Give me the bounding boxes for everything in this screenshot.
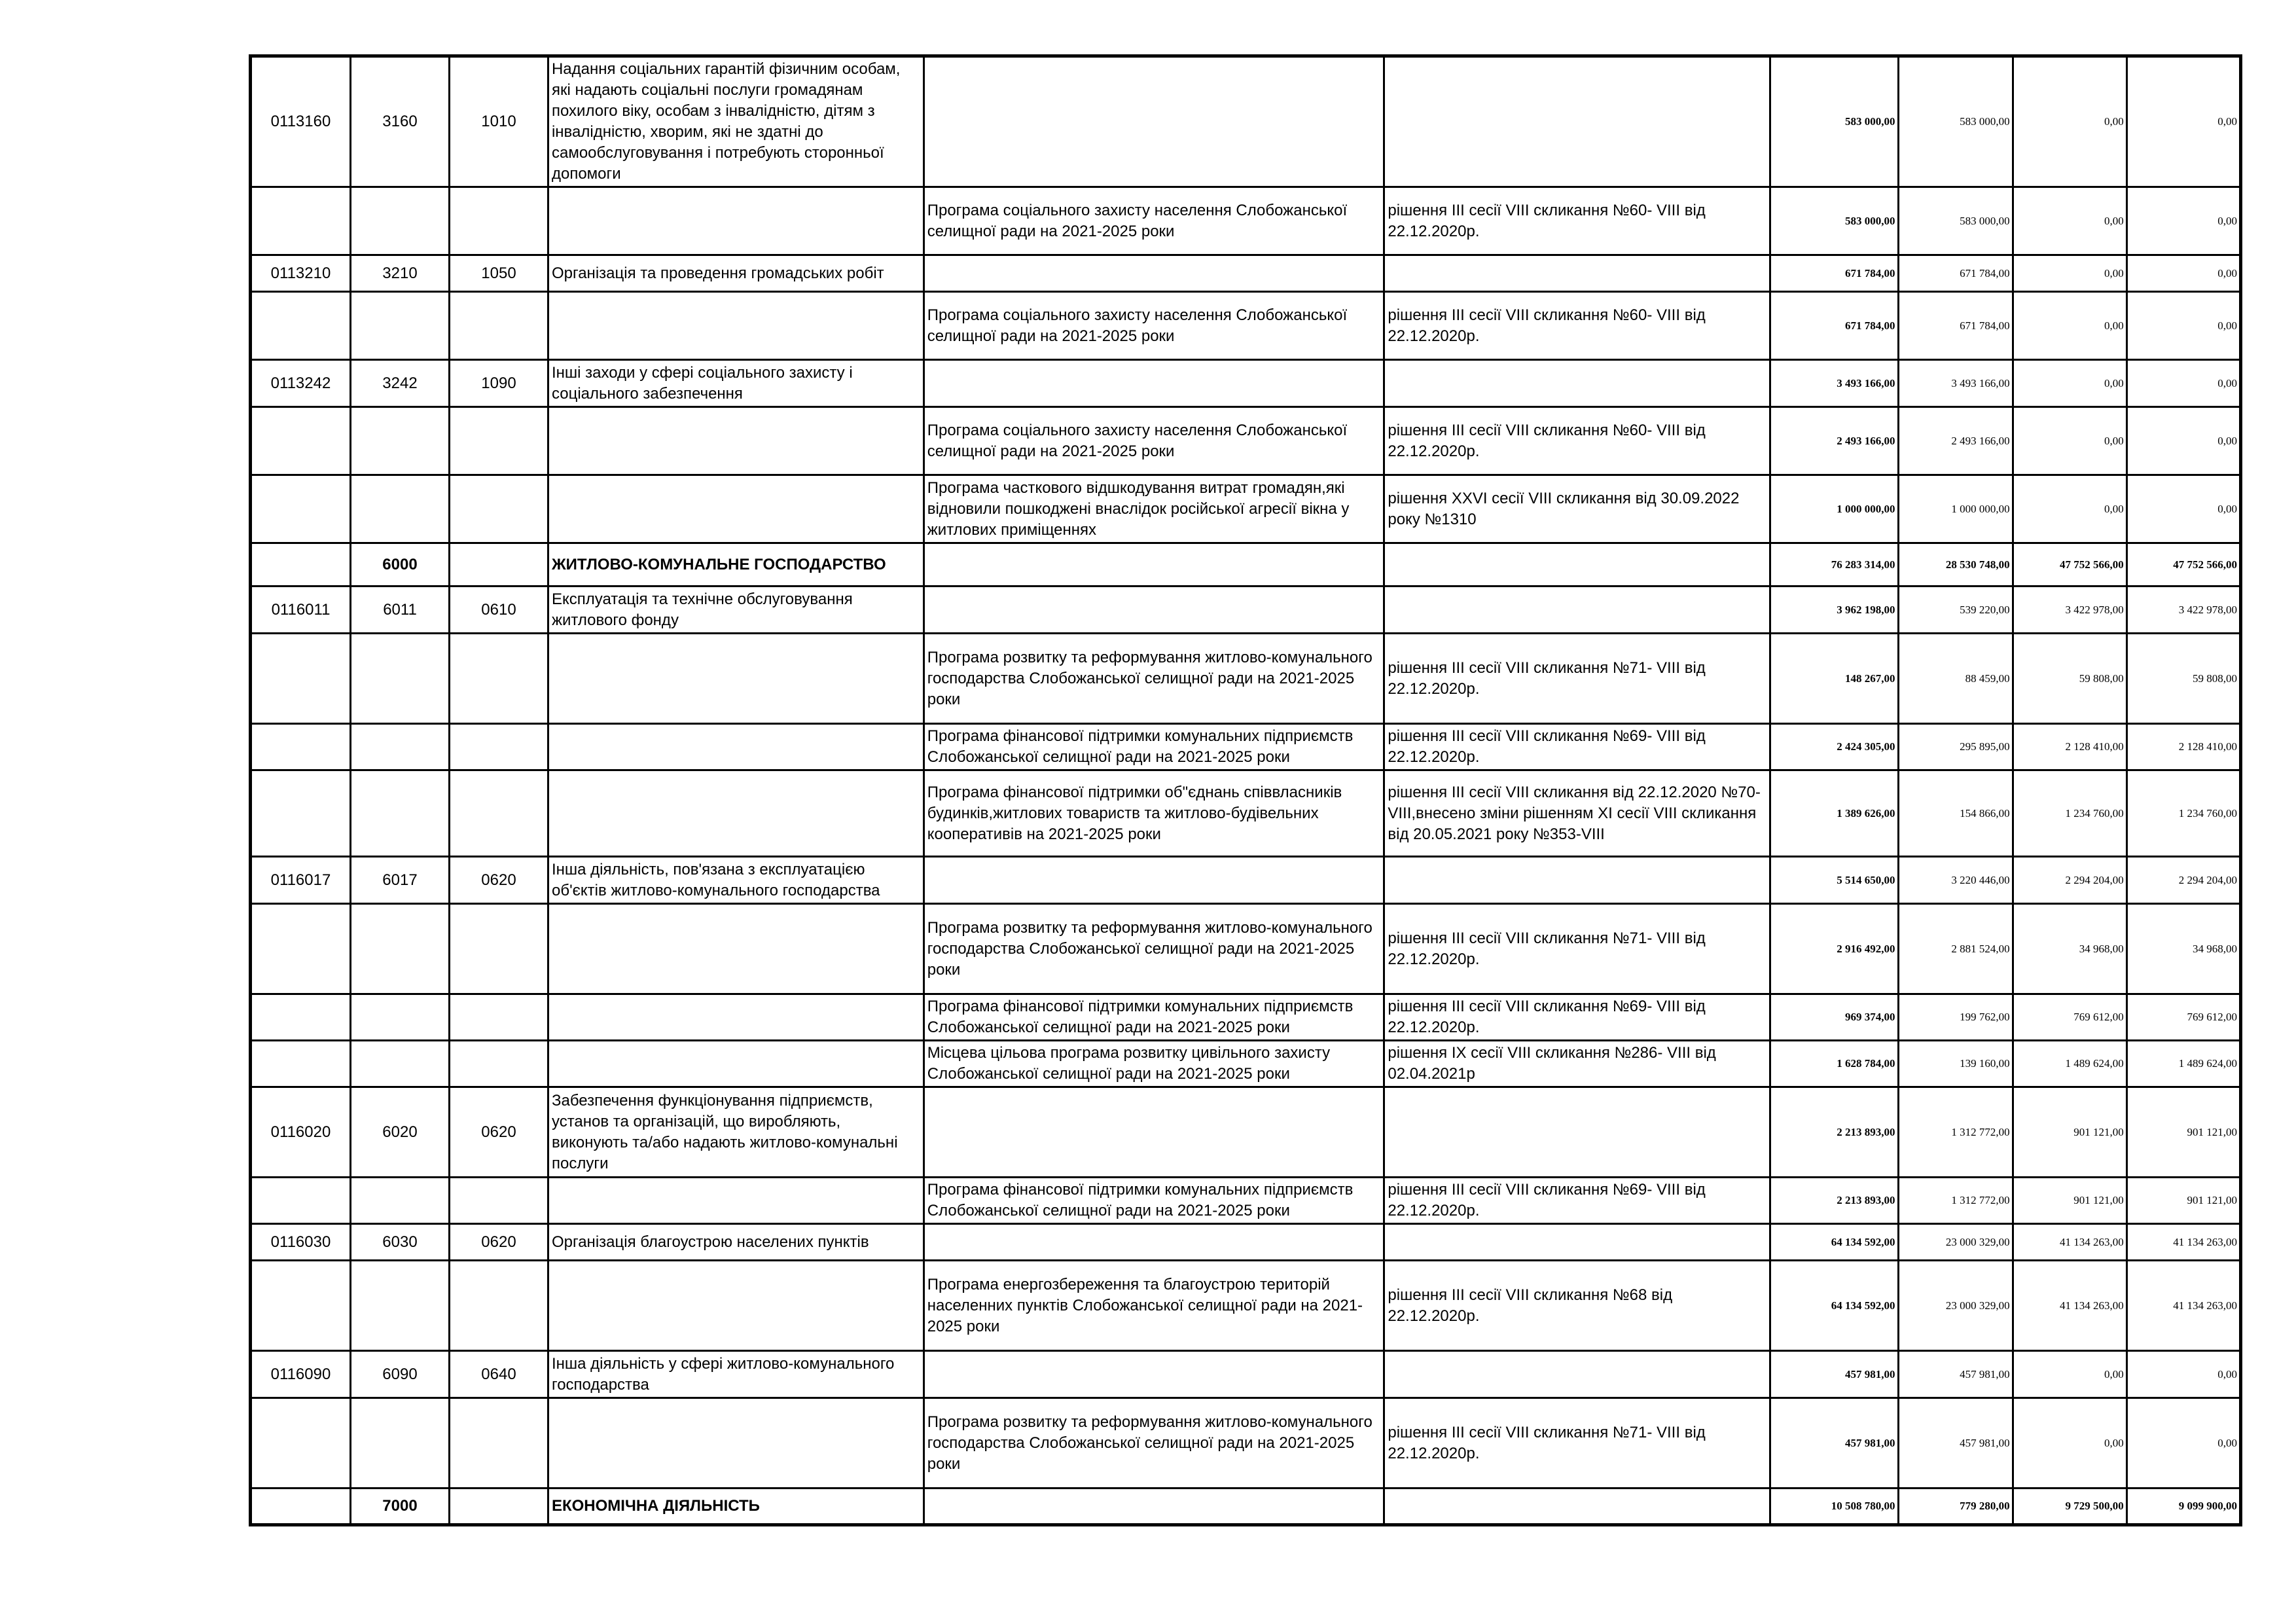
program-name-cell: ЕКОНОМІЧНА ДІЯЛЬНІСТЬ — [548, 1489, 924, 1525]
target-program-cell: Програма соціального захисту населення Слобожанської селищної ради на 2021-2025 роки — [924, 407, 1384, 475]
kpk-cell: 6020 — [351, 1087, 450, 1178]
program-name-cell: Інші заходи у сфері соціального захисту і соціального забезпечення — [548, 360, 924, 407]
development-budget-cell: 901 121,00 — [2126, 1087, 2240, 1178]
kfkvk-cell — [449, 770, 548, 857]
kpkvk-cell: 0113242 — [251, 360, 351, 407]
total-amount-cell: 2 916 492,00 — [1770, 904, 1898, 994]
development-budget-cell: 0,00 — [2126, 1351, 2240, 1398]
kpk-cell — [351, 407, 450, 475]
table-row — [251, 1489, 2241, 1525]
program-name-cell — [548, 724, 924, 770]
decision-cell: рішення ІІІ сесії VIII скликання №71- VIII від 22.12.2020р. — [1384, 634, 1770, 724]
special-fund-cell: 2 128 410,00 — [2013, 724, 2126, 770]
total-amount-cell: 1 000 000,00 — [1770, 475, 1898, 543]
special-fund-cell: 34 968,00 — [2013, 904, 2126, 994]
table-row — [251, 543, 2241, 586]
table-row — [251, 994, 2241, 1041]
special-fund-cell: 0,00 — [2013, 1351, 2126, 1398]
special-fund-cell: 0,00 — [2013, 56, 2126, 187]
general-fund-cell: 199 762,00 — [1898, 994, 2013, 1041]
table-row — [251, 407, 2241, 475]
decision-cell — [1384, 1351, 1770, 1398]
kfkvk-cell — [449, 1178, 548, 1224]
decision-cell — [1384, 255, 1770, 292]
general-fund-cell: 457 981,00 — [1898, 1398, 2013, 1489]
kfkvk-cell: 0620 — [449, 857, 548, 904]
kpk-cell: 6090 — [351, 1351, 450, 1398]
general-fund-cell: 583 000,00 — [1898, 56, 2013, 187]
total-amount-cell: 583 000,00 — [1770, 187, 1898, 255]
target-program-cell: Програма часткового відшкодування витрат громадян,які відновили пошкоджені внаслідок російської агресії вікна у житлових приміщеннях — [924, 475, 1384, 543]
total-amount-cell: 671 784,00 — [1770, 255, 1898, 292]
target-program-cell: Програма енергозбереження та благоустрою територій населенних пунктів Слобожанської селищної ради на 2021-2025 роки — [924, 1261, 1384, 1351]
kfkvk-cell: 1010 — [449, 56, 548, 187]
kfkvk-cell — [449, 1041, 548, 1087]
kpkvk-cell — [251, 543, 351, 586]
kfkvk-cell — [449, 475, 548, 543]
general-fund-cell: 139 160,00 — [1898, 1041, 2013, 1087]
kpk-cell: 3242 — [351, 360, 450, 407]
development-budget-cell: 41 134 263,00 — [2126, 1261, 2240, 1351]
special-fund-cell: 59 808,00 — [2013, 634, 2126, 724]
general-fund-cell: 779 280,00 — [1898, 1489, 2013, 1525]
special-fund-cell: 47 752 566,00 — [2013, 543, 2126, 586]
total-amount-cell: 2 493 166,00 — [1770, 407, 1898, 475]
general-fund-cell: 539 220,00 — [1898, 586, 2013, 634]
total-amount-cell: 3 962 198,00 — [1770, 586, 1898, 634]
kpk-cell — [351, 770, 450, 857]
program-name-cell: Експлуатація та технічне обслуговування житлового фонду — [548, 586, 924, 634]
total-amount-cell: 10 508 780,00 — [1770, 1489, 1898, 1525]
kfkvk-cell — [449, 724, 548, 770]
target-program-cell: Програма фінансової підтримки комунальних підприємств Слобожанської селищної ради на 2021-2025 роки — [924, 724, 1384, 770]
general-fund-cell: 457 981,00 — [1898, 1351, 2013, 1398]
program-name-cell — [548, 904, 924, 994]
table-row — [251, 857, 2241, 904]
decision-cell: рішення ІІІ сесії VIII скликання №60- VIII від 22.12.2020р. — [1384, 407, 1770, 475]
program-name-cell — [548, 770, 924, 857]
kpkvk-cell — [251, 475, 351, 543]
program-name-cell — [548, 407, 924, 475]
general-fund-cell: 1 000 000,00 — [1898, 475, 2013, 543]
program-name-cell: ЖИТЛОВО-КОМУНАЛЬНЕ ГОСПОДАРСТВО — [548, 543, 924, 586]
kpk-cell — [351, 904, 450, 994]
kpkvk-cell — [251, 1041, 351, 1087]
general-fund-cell: 295 895,00 — [1898, 724, 2013, 770]
development-budget-cell: 0,00 — [2126, 255, 2240, 292]
development-budget-cell: 769 612,00 — [2126, 994, 2240, 1041]
kpkvk-cell — [251, 770, 351, 857]
kpkvk-cell: 0116011 — [251, 586, 351, 634]
decision-cell — [1384, 360, 1770, 407]
development-budget-cell: 901 121,00 — [2126, 1178, 2240, 1224]
target-program-cell — [924, 586, 1384, 634]
decision-cell: рішення ІІІ сесії VIII скликання №69- VIII від 22.12.2020р. — [1384, 1178, 1770, 1224]
decision-cell — [1384, 857, 1770, 904]
table-row — [251, 724, 2241, 770]
total-amount-cell: 64 134 592,00 — [1770, 1261, 1898, 1351]
program-name-cell — [548, 187, 924, 255]
general-fund-cell: 3 493 166,00 — [1898, 360, 2013, 407]
development-budget-cell: 0,00 — [2126, 360, 2240, 407]
table-row — [251, 1398, 2241, 1489]
general-fund-cell: 671 784,00 — [1898, 255, 2013, 292]
kfkvk-cell: 1090 — [449, 360, 548, 407]
general-fund-cell: 671 784,00 — [1898, 292, 2013, 360]
development-budget-cell: 47 752 566,00 — [2126, 543, 2240, 586]
table-row — [251, 1041, 2241, 1087]
table-row — [251, 56, 2241, 187]
table-row — [251, 475, 2241, 543]
table-row — [251, 1087, 2241, 1178]
kpkvk-cell — [251, 407, 351, 475]
program-name-cell: Інша діяльність у сфері житлово-комунального господарства — [548, 1351, 924, 1398]
kpk-cell — [351, 475, 450, 543]
development-budget-cell: 1 489 624,00 — [2126, 1041, 2240, 1087]
general-fund-cell: 583 000,00 — [1898, 187, 2013, 255]
total-amount-cell: 583 000,00 — [1770, 56, 1898, 187]
kfkvk-cell — [449, 994, 548, 1041]
table-row — [251, 255, 2241, 292]
decision-cell — [1384, 1087, 1770, 1178]
program-name-cell — [548, 1178, 924, 1224]
special-fund-cell: 0,00 — [2013, 292, 2126, 360]
kpk-cell — [351, 1041, 450, 1087]
table-row — [251, 770, 2241, 857]
development-budget-cell: 0,00 — [2126, 292, 2240, 360]
kfkvk-cell — [449, 292, 548, 360]
target-program-cell: Програма розвитку та реформування житлово-комунального господарства Слобожанської селищної ради на 2021-2025 роки — [924, 1398, 1384, 1489]
decision-cell: рішення ІІІ сесії VIII скликання №71- VIII від 22.12.2020р. — [1384, 904, 1770, 994]
table-row — [251, 904, 2241, 994]
decision-cell: рішення ІІІ сесії VIII скликання №69- VIII від 22.12.2020р. — [1384, 994, 1770, 1041]
total-amount-cell: 76 283 314,00 — [1770, 543, 1898, 586]
development-budget-cell: 2 128 410,00 — [2126, 724, 2240, 770]
kpkvk-cell: 0116020 — [251, 1087, 351, 1178]
general-fund-cell: 1 312 772,00 — [1898, 1178, 2013, 1224]
target-program-cell — [924, 543, 1384, 586]
total-amount-cell: 671 784,00 — [1770, 292, 1898, 360]
decision-cell — [1384, 586, 1770, 634]
development-budget-cell: 0,00 — [2126, 1398, 2240, 1489]
target-program-cell — [924, 1351, 1384, 1398]
total-amount-cell: 2 213 893,00 — [1770, 1178, 1898, 1224]
target-program-cell — [924, 1224, 1384, 1261]
general-fund-cell: 2 881 524,00 — [1898, 904, 2013, 994]
program-name-cell: Організація благоустрою населених пунктів — [548, 1224, 924, 1261]
kpk-cell — [351, 994, 450, 1041]
kpkvk-cell — [251, 1489, 351, 1525]
kfkvk-cell — [449, 1261, 548, 1351]
kpkvk-cell — [251, 1178, 351, 1224]
decision-cell — [1384, 1489, 1770, 1525]
program-name-cell — [548, 475, 924, 543]
table-row — [251, 292, 2241, 360]
program-name-cell — [548, 1398, 924, 1489]
special-fund-cell: 41 134 263,00 — [2013, 1224, 2126, 1261]
kpk-cell: 7000 — [351, 1489, 450, 1525]
kfkvk-cell — [449, 1398, 548, 1489]
development-budget-cell: 0,00 — [2126, 407, 2240, 475]
program-name-cell — [548, 1041, 924, 1087]
kpkvk-cell — [251, 1261, 351, 1351]
kpk-cell: 6000 — [351, 543, 450, 586]
decision-cell: рішення ІХ сесії VIII скликання №286- VIII від 02.04.2021р — [1384, 1041, 1770, 1087]
total-amount-cell: 3 493 166,00 — [1770, 360, 1898, 407]
kpk-cell: 3210 — [351, 255, 450, 292]
kfkvk-cell — [449, 1489, 548, 1525]
kfkvk-cell: 0640 — [449, 1351, 548, 1398]
decision-cell — [1384, 56, 1770, 187]
kfkvk-cell — [449, 904, 548, 994]
general-fund-cell: 28 530 748,00 — [1898, 543, 2013, 586]
special-fund-cell: 0,00 — [2013, 1398, 2126, 1489]
program-name-cell: Забезпечення функціонування підприємств, установ та організацій, що виробляють, виконують та/або надають житлово-комунальні послуги — [548, 1087, 924, 1178]
kpkvk-cell: 0113160 — [251, 56, 351, 187]
general-fund-cell: 23 000 329,00 — [1898, 1261, 2013, 1351]
table-row — [251, 187, 2241, 255]
special-fund-cell: 0,00 — [2013, 360, 2126, 407]
total-amount-cell: 457 981,00 — [1770, 1398, 1898, 1489]
total-amount-cell: 148 267,00 — [1770, 634, 1898, 724]
special-fund-cell: 769 612,00 — [2013, 994, 2126, 1041]
table-row — [251, 586, 2241, 634]
program-name-cell: Інша діяльність, пов'язана з експлуатацією об'єктів житлово-комунального господарства — [548, 857, 924, 904]
kpkvk-cell — [251, 634, 351, 724]
development-budget-cell: 34 968,00 — [2126, 904, 2240, 994]
program-name-cell — [548, 634, 924, 724]
target-program-cell — [924, 1489, 1384, 1525]
target-program-cell — [924, 1087, 1384, 1178]
table-row — [251, 634, 2241, 724]
target-program-cell — [924, 56, 1384, 187]
total-amount-cell: 1 628 784,00 — [1770, 1041, 1898, 1087]
general-fund-cell: 154 866,00 — [1898, 770, 2013, 857]
decision-cell: рішення ІІІ сесії VIII скликання №68 від 22.12.2020р. — [1384, 1261, 1770, 1351]
kpk-cell: 6011 — [351, 586, 450, 634]
special-fund-cell: 901 121,00 — [2013, 1087, 2126, 1178]
table-row — [251, 360, 2241, 407]
kpkvk-cell — [251, 904, 351, 994]
decision-cell — [1384, 1224, 1770, 1261]
kpkvk-cell — [251, 187, 351, 255]
kpk-cell — [351, 724, 450, 770]
development-budget-cell: 0,00 — [2126, 187, 2240, 255]
kfkvk-cell — [449, 187, 548, 255]
kpk-cell — [351, 634, 450, 724]
total-amount-cell: 1 389 626,00 — [1770, 770, 1898, 857]
decision-cell: рішення ІІІ сесії VIII скликання №60- VIII від 22.12.2020р. — [1384, 187, 1770, 255]
development-budget-cell: 0,00 — [2126, 475, 2240, 543]
special-fund-cell: 0,00 — [2013, 475, 2126, 543]
target-program-cell: Програма фінансової підтримки комунальних підприємств Слобожанської селищної ради на 2021-2025 роки — [924, 1178, 1384, 1224]
total-amount-cell: 457 981,00 — [1770, 1351, 1898, 1398]
kpk-cell: 3160 — [351, 56, 450, 187]
development-budget-cell: 59 808,00 — [2126, 634, 2240, 724]
special-fund-cell: 0,00 — [2013, 255, 2126, 292]
development-budget-cell: 9 099 900,00 — [2126, 1489, 2240, 1525]
program-name-cell — [548, 994, 924, 1041]
special-fund-cell: 901 121,00 — [2013, 1178, 2126, 1224]
target-program-cell — [924, 857, 1384, 904]
total-amount-cell: 5 514 650,00 — [1770, 857, 1898, 904]
kfkvk-cell — [449, 634, 548, 724]
special-fund-cell: 0,00 — [2013, 187, 2126, 255]
general-fund-cell: 3 220 446,00 — [1898, 857, 2013, 904]
kfkvk-cell — [449, 407, 548, 475]
target-program-cell: Програма фінансової підтримки об"єднань співвласників будинків,житлових товариств та житлово-будівельних кооперативів на 2021-2025 роки — [924, 770, 1384, 857]
development-budget-cell: 41 134 263,00 — [2126, 1224, 2240, 1261]
special-fund-cell: 3 422 978,00 — [2013, 586, 2126, 634]
target-program-cell: Місцева цільова програма розвитку цивільного захисту Слобожанської селищної ради на 2021-2025 роки — [924, 1041, 1384, 1087]
table-row — [251, 1261, 2241, 1351]
kpkvk-cell: 0116017 — [251, 857, 351, 904]
target-program-cell — [924, 360, 1384, 407]
kpk-cell — [351, 292, 450, 360]
kfkvk-cell: 0610 — [449, 586, 548, 634]
decision-cell: рішення ІІІ сесії VIII скликання від 22.12.2020 №70-VIII,внесено зміни рішенням XI сесії VIII скликання від 20.05.2021 року №353-VIII — [1384, 770, 1770, 857]
special-fund-cell: 9 729 500,00 — [2013, 1489, 2126, 1525]
decision-cell: рішення ІІІ сесії VIII скликання №60- VIII від 22.12.2020р. — [1384, 292, 1770, 360]
decision-cell: рішення ІІІ сесії VIII скликання №69- VIII від 22.12.2020р. — [1384, 724, 1770, 770]
kpk-cell — [351, 1398, 450, 1489]
target-program-cell: Програма соціального захисту населення Слобожанської селищної ради на 2021-2025 роки — [924, 187, 1384, 255]
special-fund-cell: 1 489 624,00 — [2013, 1041, 2126, 1087]
kpk-cell: 6030 — [351, 1224, 450, 1261]
target-program-cell: Програма розвитку та реформування житлово-комунального господарства Слобожанської селищної ради на 2021-2025 роки — [924, 904, 1384, 994]
kpkvk-cell — [251, 292, 351, 360]
kpkvk-cell — [251, 994, 351, 1041]
budget-programs-table — [249, 54, 2242, 1526]
development-budget-cell: 1 234 760,00 — [2126, 770, 2240, 857]
kpk-cell — [351, 187, 450, 255]
kfkvk-cell — [449, 543, 548, 586]
total-amount-cell: 2 213 893,00 — [1770, 1087, 1898, 1178]
target-program-cell: Програма фінансової підтримки комунальних підприємств Слобожанської селищної ради на 2021-2025 роки — [924, 994, 1384, 1041]
development-budget-cell: 2 294 204,00 — [2126, 857, 2240, 904]
kpkvk-cell: 0113210 — [251, 255, 351, 292]
kpkvk-cell: 0116030 — [251, 1224, 351, 1261]
table-row — [251, 1224, 2241, 1261]
total-amount-cell: 2 424 305,00 — [1770, 724, 1898, 770]
program-name-cell — [548, 292, 924, 360]
program-name-cell: Організація та проведення громадських робіт — [548, 255, 924, 292]
target-program-cell — [924, 255, 1384, 292]
kfkvk-cell: 0620 — [449, 1087, 548, 1178]
kpkvk-cell — [251, 724, 351, 770]
kfkvk-cell: 1050 — [449, 255, 548, 292]
kpk-cell — [351, 1261, 450, 1351]
general-fund-cell: 88 459,00 — [1898, 634, 2013, 724]
kfkvk-cell: 0620 — [449, 1224, 548, 1261]
general-fund-cell: 1 312 772,00 — [1898, 1087, 2013, 1178]
special-fund-cell: 0,00 — [2013, 407, 2126, 475]
table-row — [251, 1178, 2241, 1224]
total-amount-cell: 64 134 592,00 — [1770, 1224, 1898, 1261]
general-fund-cell: 23 000 329,00 — [1898, 1224, 2013, 1261]
kpk-cell — [351, 1178, 450, 1224]
program-name-cell — [548, 1261, 924, 1351]
kpkvk-cell: 0116090 — [251, 1351, 351, 1398]
special-fund-cell: 1 234 760,00 — [2013, 770, 2126, 857]
kpkvk-cell — [251, 1398, 351, 1489]
total-amount-cell: 969 374,00 — [1770, 994, 1898, 1041]
target-program-cell: Програма розвитку та реформування житлово-комунального господарства Слобожанської селищної ради на 2021-2025 роки — [924, 634, 1384, 724]
special-fund-cell: 41 134 263,00 — [2013, 1261, 2126, 1351]
program-name-cell: Надання соціальних гарантій фізичним особам, які надають соціальні послуги громадянам похилого віку, особам з інвалідністю, дітям з інвалідністю, хворим, які не здатні до самообслуговування і потребують сторонньої допомоги — [548, 56, 924, 187]
target-program-cell: Програма соціального захисту населення Слобожанської селищної ради на 2021-2025 роки — [924, 292, 1384, 360]
kpk-cell: 6017 — [351, 857, 450, 904]
table-row — [251, 1351, 2241, 1398]
decision-cell: рішення XXVI сесії VIII скликання від 30.09.2022 року №1310 — [1384, 475, 1770, 543]
decision-cell — [1384, 543, 1770, 586]
general-fund-cell: 2 493 166,00 — [1898, 407, 2013, 475]
decision-cell: рішення ІІІ сесії VIII скликання №71- VIII від 22.12.2020р. — [1384, 1398, 1770, 1489]
development-budget-cell: 0,00 — [2126, 56, 2240, 187]
development-budget-cell: 3 422 978,00 — [2126, 586, 2240, 634]
special-fund-cell: 2 294 204,00 — [2013, 857, 2126, 904]
